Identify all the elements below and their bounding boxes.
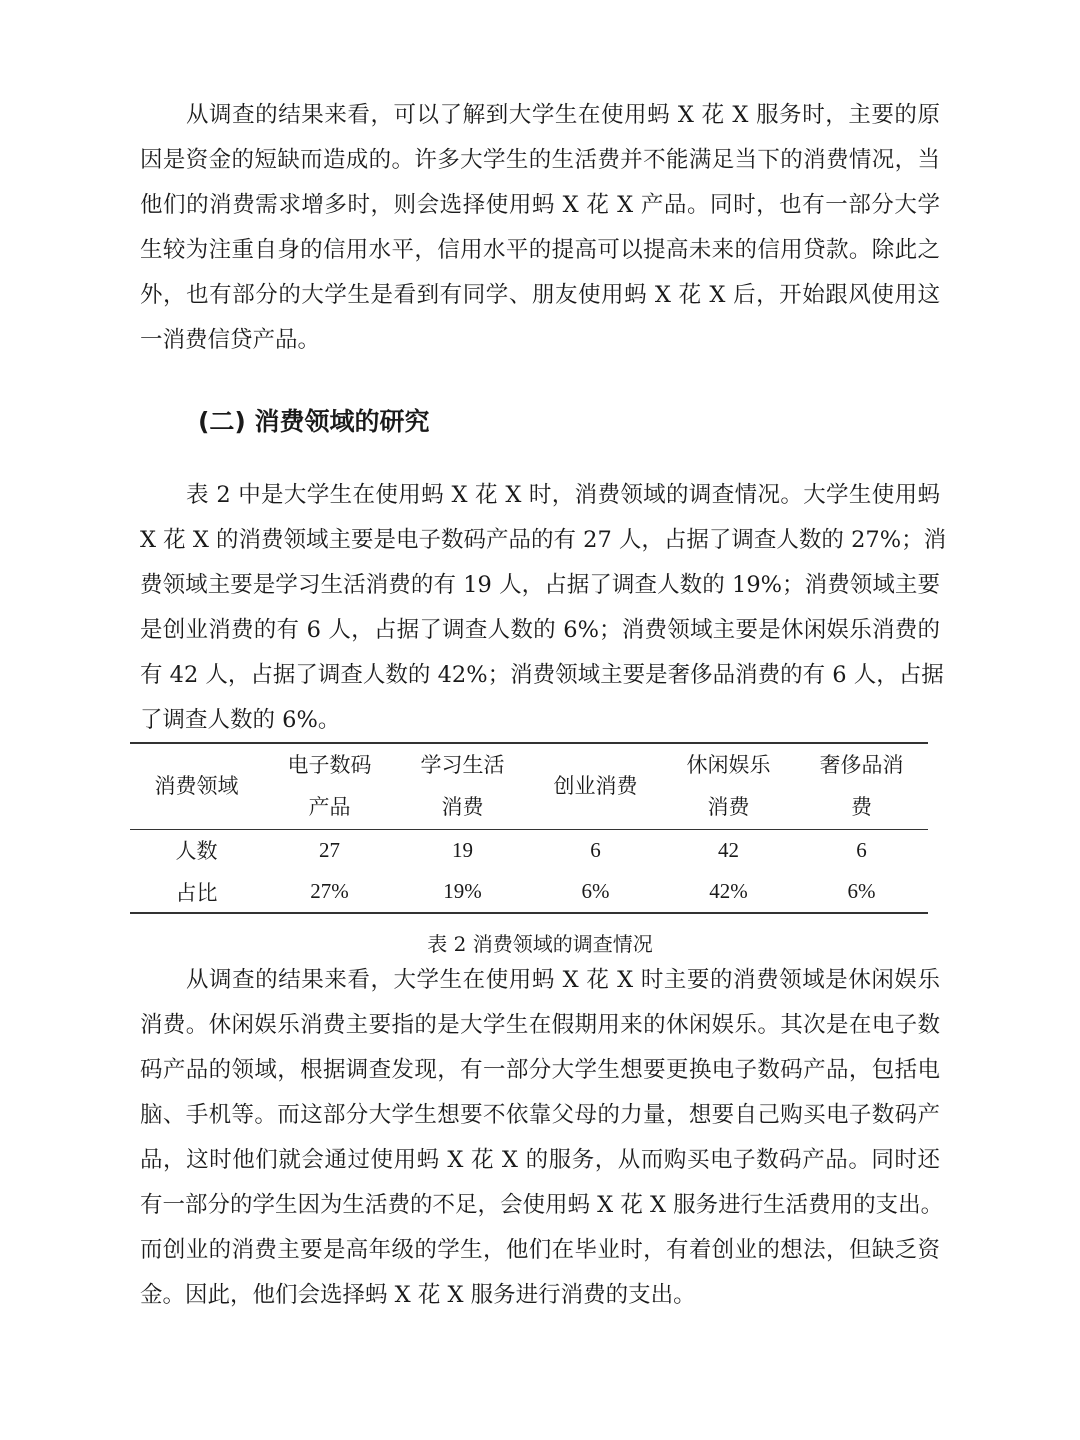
column-header-text: 学习生活 — [420, 753, 505, 778]
text-line: 费领域主要是学习生活消费的有 19 人，占据了调查人数的 19%；消费领域主要 — [140, 572, 940, 598]
text-line: 他们的消费需求增多时，则会选择使用蚂 X 花 X 产品。同时，也有一部分大学 — [140, 192, 940, 218]
table-cell: 6% — [847, 879, 876, 903]
column-header — [130, 743, 263, 829]
section-heading: (二) 消费领域的研究 — [198, 407, 430, 436]
table-cell: 19% — [443, 879, 482, 903]
column-header-text: 休闲娱乐 — [686, 753, 771, 778]
table-cell: 27% — [310, 879, 349, 903]
table-caption: 表 2 消费领域的调查情况 — [427, 932, 653, 956]
consumption-table — [130, 742, 928, 914]
column-header-text: 费 — [851, 795, 872, 820]
row-label: 人数 — [175, 839, 218, 864]
text-line: 脑、手机等。而这部分大学生想要不依靠父母的力量，想要自己购买电子数码产 — [140, 1102, 940, 1128]
table-row — [130, 829, 928, 871]
text-line: 而创业的消费主要是高年级的学生，他们在毕业时，有着创业的想法，但缺乏资 — [140, 1237, 940, 1263]
text-line: 消费。休闲娱乐消费主要指的是大学生在假期用来的休闲娱乐。其次是在电子数 — [140, 1012, 940, 1038]
column-header-text: 消费 — [441, 795, 484, 820]
column-header-text: 产品 — [308, 795, 351, 820]
column-header — [263, 743, 396, 829]
column-header — [662, 743, 795, 829]
table-row — [130, 871, 928, 913]
text-line: 表 2 中是大学生在使用蚂 X 花 X 时，消费领域的调查情况。大学生使用蚂 — [186, 482, 940, 508]
text-line: 外，也有部分的大学生是看到有同学、朋友使用蚂 X 花 X 后，开始跟风使用这 — [140, 282, 940, 308]
column-header-text: 奢侈品消 — [819, 753, 904, 778]
text-line: 品，这时他们就会通过使用蚂 X 花 X 的服务，从而购买电子数码产品。同时还 — [140, 1147, 940, 1173]
text-line: 从调查的结果来看，大学生在使用蚂 X 花 X 时主要的消费领域是休闲娱乐 — [186, 967, 940, 993]
text-line: 一消费信贷产品。 — [140, 327, 321, 353]
text-line: 生较为注重自身的信用水平，信用水平的提高可以提高未来的信用贷款。除此之 — [140, 237, 940, 263]
column-header-text: 消费领域 — [154, 774, 239, 799]
table-cell: 42% — [709, 879, 748, 903]
column-header-text: 创业消费 — [553, 774, 638, 799]
table-cell: 27 — [319, 837, 340, 862]
column-header — [529, 743, 662, 829]
column-header-text: 消费 — [707, 795, 750, 820]
table-cell: 42 — [718, 837, 739, 862]
table-header-row — [130, 743, 928, 829]
table-cell: 6 — [590, 837, 601, 862]
text-line: 金。因此，他们会选择蚂 X 花 X 服务进行消费的支出。 — [140, 1282, 696, 1308]
text-line: 因是资金的短缺而造成的。许多大学生的生活费并不能满足当下的消费情况，当 — [140, 147, 940, 173]
row-label: 占比 — [175, 880, 218, 905]
table-cell: 6 — [856, 837, 867, 862]
column-header — [396, 743, 529, 829]
text-line: 从调查的结果来看，可以了解到大学生在使用蚂 X 花 X 服务时，主要的原 — [186, 102, 940, 128]
text-line: 码产品的领域，根据调查发现，有一部分大学生想要更换电子数码产品，包括电 — [140, 1057, 940, 1083]
text-line: 是创业消费的有 6 人，占据了调查人数的 6%；消费领域主要是休闲娱乐消费的 — [140, 617, 940, 643]
text-line: 了调查人数的 6%。 — [140, 707, 341, 733]
text-line: 有 42 人，占据了调查人数的 42%；消费领域主要是奢侈品消费的有 6 人，占据 — [140, 662, 944, 688]
table-cell: 19 — [452, 837, 473, 862]
text-line: 有一部分的学生因为生活费的不足，会使用蚂 X 花 X 服务进行生活费用的支出。 — [140, 1192, 944, 1218]
column-header-text: 电子数码 — [287, 753, 372, 778]
text-line: X 花 X 的消费领域主要是电子数码产品的有 27 人，占据了调查人数的 27%；消 — [140, 527, 947, 553]
table-cell: 6% — [581, 879, 610, 903]
column-header — [795, 743, 928, 829]
